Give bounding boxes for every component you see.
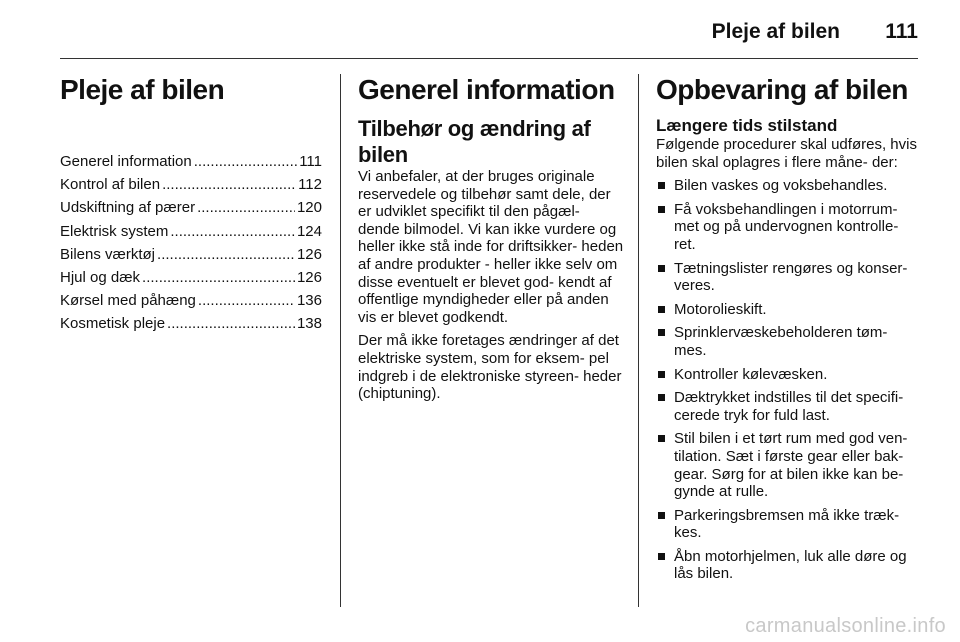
toc-entry-page: 126 <box>296 245 322 263</box>
list-item-text: Bilen vaskes og voksbehandles. <box>674 177 888 195</box>
square-bullet-icon <box>658 306 665 313</box>
toc-leader <box>162 173 296 196</box>
list-item-text: Åbn motorhjelmen, luk alle døre og lås bilen. <box>674 547 907 583</box>
list-item-text: Sprinklervæskebeholderen tøm- mes. <box>674 324 888 359</box>
list-item <box>656 177 922 195</box>
list-item-text: Dæktrykket indstilles til det specifi- cerede tryk for fuld last. <box>674 389 904 424</box>
table-of-contents <box>60 150 322 336</box>
toc-entry-label: Hjul og dæk <box>60 269 141 287</box>
toc-entry-page: 126 <box>296 269 322 287</box>
toc-entry-page: 111 <box>299 153 322 170</box>
toc-entry-page: 120 <box>296 199 322 217</box>
column-toc <box>60 70 322 336</box>
toc-leader <box>198 289 295 312</box>
body-paragraph: Vi anbefaler, at der bruges originale reservedele og tilbehør samt dele, der er udviklet specifikt til den pågæl- dende bilmodel. Vi kan ikke vurdere og heller ikke stå inde for driftsikker- heden af andre produkter - heller ikke selv om disse eventuelt er blevet god- kendt af offentlige myndigheder eller på anden vis er blevet godkendt. <box>358 168 624 326</box>
toc-entry[interactable] <box>60 150 322 173</box>
column-divider-2 <box>638 74 639 607</box>
list-item-text: Kontroller kølevæsken. <box>674 365 828 383</box>
list-item-text: Parkeringsbremsen må ikke træk- kes. <box>674 506 900 542</box>
list-item-text: Tætningslister rengøres og konser- veres. <box>674 259 908 295</box>
toc-entry-page: 112 <box>298 176 322 194</box>
column-divider-1 <box>340 74 341 607</box>
square-bullet-icon <box>658 371 665 378</box>
toc-entry-label: Kørsel med påhæng <box>60 292 196 310</box>
intro-paragraph: Følgende procedurer skal udføres, hvis bilen skal oplagres i flere måne- der: <box>656 136 917 171</box>
toc-entry-label: Bilens værktøj <box>60 245 156 263</box>
list-item-text: Motorolieskift. <box>674 300 767 318</box>
toc-entry-page: 124 <box>296 222 322 240</box>
list-item <box>656 301 922 319</box>
square-bullet-icon <box>658 435 665 442</box>
procedure-list <box>656 177 922 583</box>
toc-entry[interactable] <box>60 289 322 312</box>
list-item <box>656 548 922 583</box>
toc-leader <box>170 220 295 243</box>
list-item <box>656 389 922 424</box>
list-item <box>656 201 922 254</box>
toc-entry[interactable] <box>60 220 322 243</box>
toc-leader <box>142 266 295 289</box>
section-title: Generel information <box>358 74 615 105</box>
column-storage <box>656 70 922 589</box>
toc-entry[interactable] <box>60 243 322 266</box>
list-item <box>656 366 922 384</box>
section-title: Opbevaring af bilen <box>656 74 908 105</box>
page-number: 111 <box>885 20 918 43</box>
toc-leader <box>167 312 295 335</box>
toc-entry-label: Kontrol af bilen <box>60 176 161 194</box>
list-item-text: Få voksbehandlingen i motorrum- met og på undervognen kontrolle- ret. <box>674 200 899 253</box>
toc-entry[interactable] <box>60 196 322 219</box>
running-title: Pleje af bilen <box>711 20 840 43</box>
square-bullet-icon <box>658 265 665 272</box>
square-bullet-icon <box>658 553 665 560</box>
toc-entry-label: Udskiftning af pærer <box>60 199 196 217</box>
list-item <box>656 260 922 295</box>
toc-entry-page: 136 <box>296 292 322 310</box>
subsection-title: Tilbehør og ændring af bilen <box>358 116 591 167</box>
square-bullet-icon <box>658 182 665 189</box>
body-paragraph: Der må ikke foretages ændringer af det elektriske system, som for eksem- pel indgreb i de elektroniske styreen- heder (chiptuning). <box>358 332 622 403</box>
column-general-information <box>358 70 624 409</box>
toc-entry-label: Generel information <box>60 153 192 170</box>
subsection-title: Længere tids stilstand <box>656 116 838 135</box>
toc-entry-label: Elektrisk system <box>60 222 169 240</box>
square-bullet-icon <box>658 206 665 213</box>
toc-leader <box>194 150 297 173</box>
toc-entry-label: Kosmetisk pleje <box>60 315 166 333</box>
toc-entry[interactable] <box>60 312 322 335</box>
toc-entry[interactable] <box>60 173 322 196</box>
square-bullet-icon <box>658 394 665 401</box>
page-header <box>60 14 918 59</box>
square-bullet-icon <box>658 512 665 519</box>
list-item <box>656 430 922 500</box>
toc-entry[interactable] <box>60 266 322 289</box>
toc-leader <box>157 243 295 266</box>
list-item <box>656 507 922 542</box>
chapter-title: Pleje af bilen <box>60 74 225 105</box>
watermark-text: carmanualsonline.info <box>745 615 946 637</box>
list-item-text: Stil bilen i et tørt rum med god ven- tilation. Sæt i første gear eller bak- gear. Sørg for at bilen ikke kan be- gynde at rulle. <box>674 430 908 501</box>
list-item <box>656 324 922 359</box>
toc-leader <box>197 196 295 219</box>
toc-entry-page: 138 <box>296 315 322 333</box>
square-bullet-icon <box>658 329 665 336</box>
